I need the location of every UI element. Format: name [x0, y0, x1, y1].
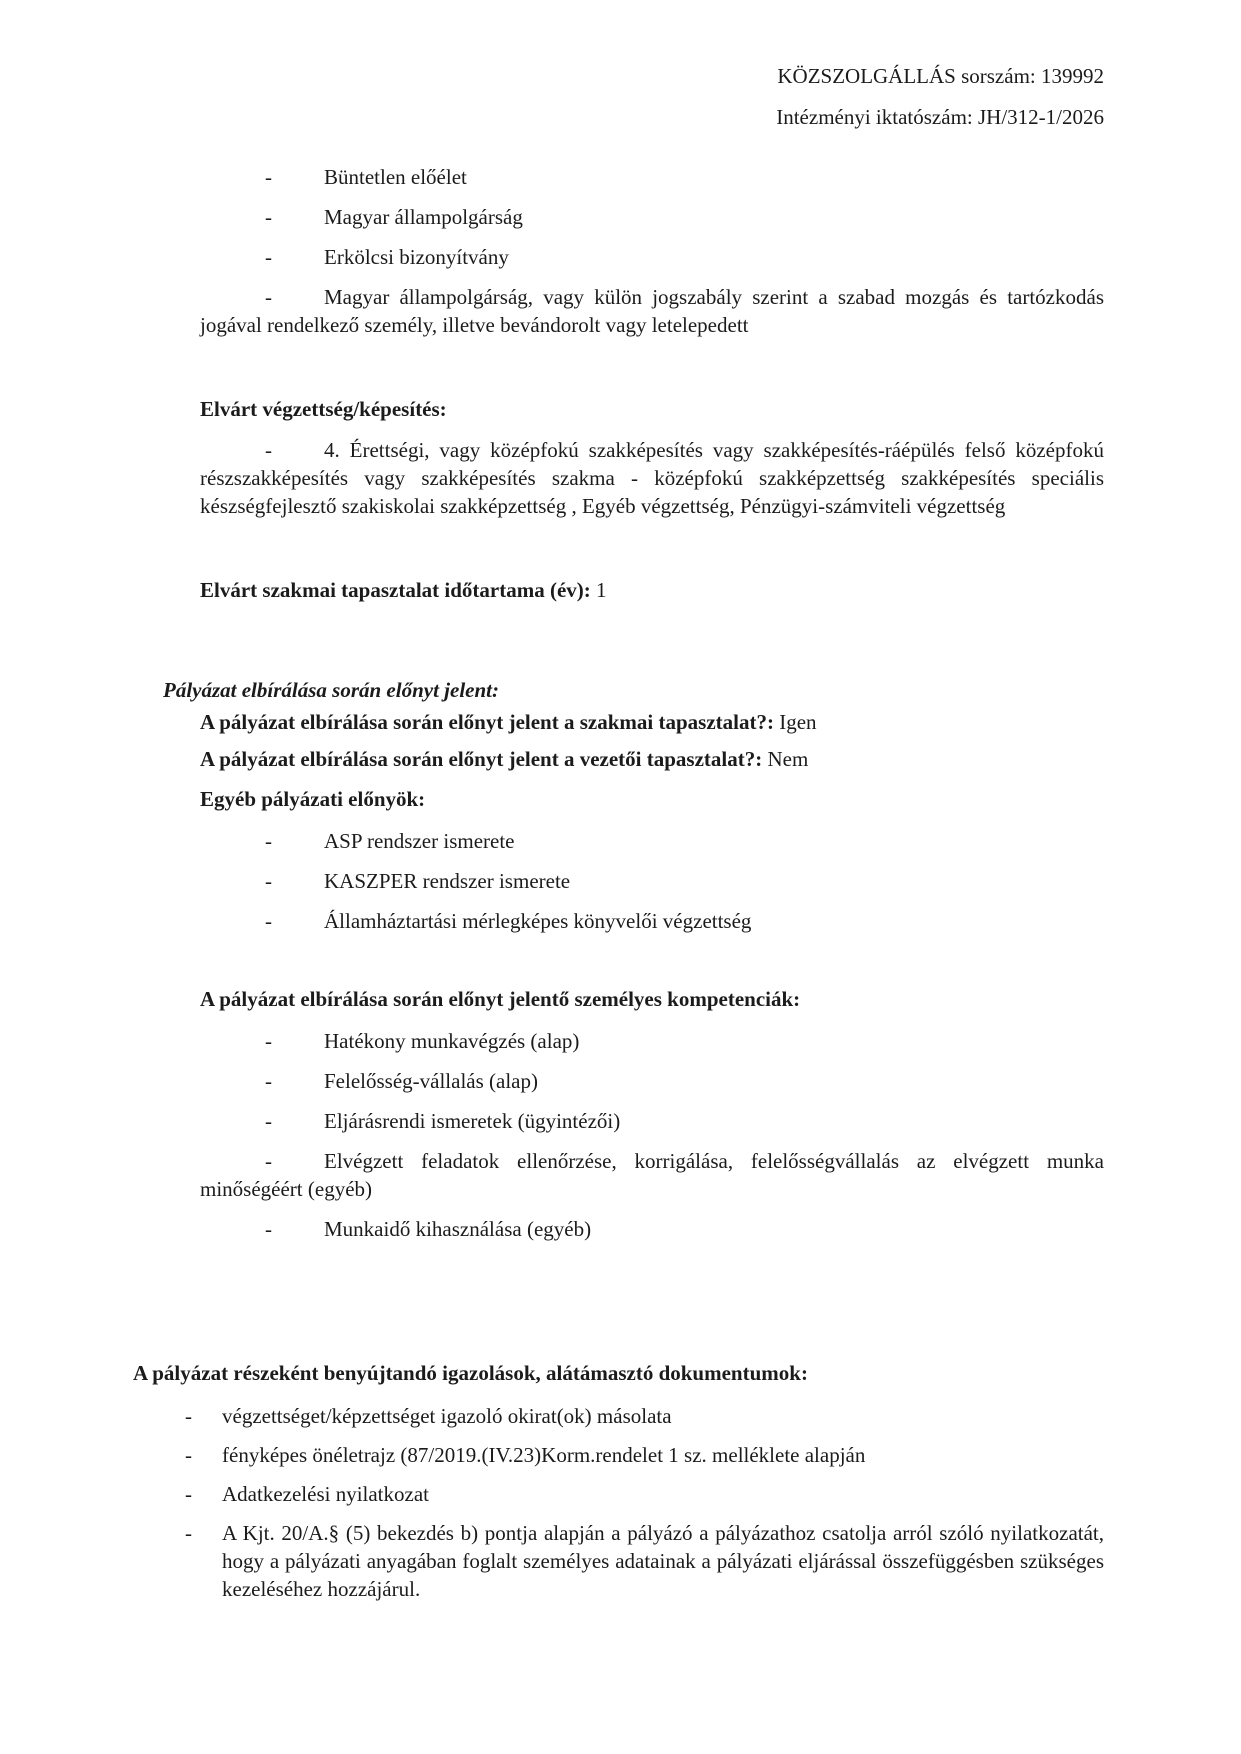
list-item-text: végzettséget/képzettséget igazoló okirat(ok) másolata	[222, 1404, 672, 1428]
bullet-dash: -	[265, 285, 272, 309]
professional-advantage-label: A pályázat elbírálása során előnyt jelent a szakmai tapasztalat?:	[200, 710, 774, 734]
list-item-text: Magyar állampolgárság	[324, 205, 523, 229]
list-item	[200, 163, 1104, 191]
bullet-dash: -	[265, 1069, 272, 1093]
list-item	[200, 1067, 1104, 1095]
list-item-text: fényképes önéletrajz (87/2019.(IV.23)Korm.rendelet 1 sz. melléklete alapján	[222, 1443, 866, 1467]
bullet-dash: -	[265, 165, 272, 189]
list-item-text: Büntetlen előélet	[324, 165, 467, 189]
advantages-section	[133, 676, 1104, 935]
list-item-text: Felelősség-vállalás (alap)	[324, 1069, 538, 1093]
bullet-dash: -	[265, 205, 272, 229]
bullet-dash: -	[265, 909, 272, 933]
documents-list	[133, 1402, 1104, 1603]
list-item-text: Erkölcsi bizonyítvány	[324, 245, 509, 269]
list-item	[200, 1107, 1104, 1135]
list-item	[200, 1215, 1104, 1243]
bullet-dash: -	[265, 829, 272, 853]
professional-advantage-value: Igen	[779, 710, 817, 734]
list-item	[185, 1519, 1104, 1603]
list-item-text: Elvégzett feladatok ellenőrzése, korrigálása, felelősségvállalás az elvégzett munka minőségéért (egyéb)	[200, 1149, 1104, 1201]
bullet-dash: -	[265, 438, 272, 462]
leadership-advantage-line	[200, 745, 1104, 773]
bullet-dash: -	[185, 1443, 192, 1467]
experience-label: Elvárt szakmai tapasztalat időtartama (év):	[200, 578, 591, 602]
bullet-dash: -	[185, 1482, 192, 1506]
list-item	[200, 1147, 1104, 1203]
list-item	[200, 867, 1104, 895]
registration-number-line: Intézményi iktatószám: JH/312-1/2026	[776, 105, 1104, 129]
list-item	[200, 1027, 1104, 1055]
list-item	[200, 243, 1104, 271]
list-item-text: Munkaidő kihasználása (egyéb)	[324, 1217, 592, 1241]
experience-value: 1	[596, 578, 607, 602]
leadership-advantage-label: A pályázat elbírálása során előnyt jelent a vezetői tapasztalat?:	[200, 747, 763, 771]
list-item-text: Államháztartási mérlegképes könyvelői végzettség	[324, 909, 752, 933]
bullet-dash: -	[185, 1404, 192, 1428]
document-header	[133, 62, 1104, 131]
requirements-list	[133, 163, 1104, 339]
list-item-text: Magyar állampolgárság, vagy külön jogszabály szerint a szabad mozgás és tartózkodás jogával rendelkező személy, illetve bevándorolt vagy letelepedett	[200, 285, 1104, 337]
competencies-list	[133, 1027, 1104, 1243]
bullet-dash: -	[265, 245, 272, 269]
list-item	[200, 827, 1104, 855]
bullet-dash: -	[265, 1029, 272, 1053]
list-item-text: A Kjt. 20/A.§ (5) bekezdés b) pontja alapján a pályázó a pályázathoz csatolja arról szóló nyilatkozatát, hogy a pályázati anyagában foglalt személyes adatainak a pályázati eljárással összefüggésben szükséges kezeléséhez hozzájárul.	[222, 1521, 1104, 1601]
documents-heading: A pályázat részeként benyújtandó igazolások, alátámasztó dokumentumok:	[133, 1361, 808, 1385]
other-advantages-heading: Egyéb pályázati előnyök:	[200, 787, 426, 811]
list-item	[185, 1402, 1104, 1430]
bullet-dash: -	[265, 1109, 272, 1133]
other-advantages-list	[133, 827, 1104, 935]
serial-number-line: KÖZSZOLGÁLLÁS sorszám: 139992	[777, 64, 1104, 88]
list-item-text: KASZPER rendszer ismerete	[324, 869, 571, 893]
list-item-text: ASP rendszer ismerete	[324, 829, 515, 853]
list-item-text: Hatékony munkavégzés (alap)	[324, 1029, 580, 1053]
list-item	[200, 907, 1104, 935]
competencies-heading: A pályázat elbírálása során előnyt jelentő személyes kompetenciák:	[200, 987, 801, 1011]
leadership-advantage-value: Nem	[767, 747, 809, 771]
bullet-dash: -	[265, 869, 272, 893]
bullet-dash: -	[265, 1217, 272, 1241]
list-item	[185, 1480, 1104, 1508]
list-item-text: Eljárásrendi ismeretek (ügyintézői)	[324, 1109, 621, 1133]
experience-line	[200, 576, 1104, 604]
bullet-dash: -	[265, 1149, 272, 1173]
education-heading: Elvárt végzettség/képesítés:	[200, 397, 447, 421]
list-item	[185, 1441, 1104, 1469]
list-item	[200, 203, 1104, 231]
professional-advantage-line	[200, 708, 1104, 736]
education-item	[200, 436, 1104, 520]
bullet-dash: -	[185, 1521, 192, 1545]
list-item	[200, 283, 1104, 339]
advantages-heading: Pályázat elbírálása során előnyt jelent:	[163, 678, 499, 702]
list-item-text: Adatkezelési nyilatkozat	[222, 1482, 429, 1506]
education-item-text: 4. Érettségi, vagy középfokú szakképesítés vagy szakképesítés-ráépülés felső középfokú részszakképesítés vagy szakképesítés szakma - középfokú szakképzettség szakképesítés speciális készségfejlesztő szakiskolai szakképzettség , Egyéb végzettség, Pénzügyi-számviteli végzettség	[200, 438, 1104, 518]
